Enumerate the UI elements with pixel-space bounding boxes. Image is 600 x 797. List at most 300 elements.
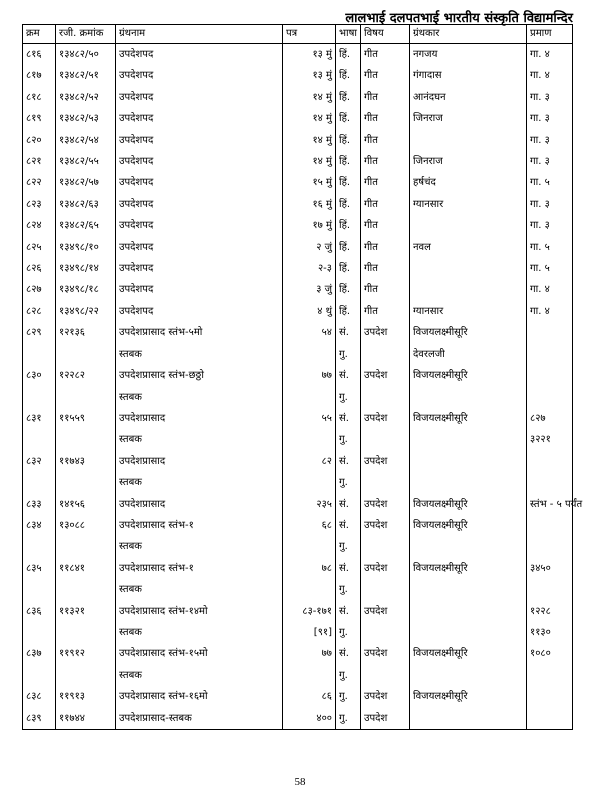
cell-author: नवल	[410, 237, 527, 258]
table-row	[23, 387, 573, 408]
cell-extent	[527, 536, 573, 557]
cell-reg-no: १२२८२	[56, 365, 116, 386]
table-row	[23, 172, 573, 193]
table-row	[23, 558, 573, 579]
cell-extent: गा. ४	[527, 65, 573, 86]
cell-reg-no: १३४८२/६३	[56, 194, 116, 215]
cell-language: सं.	[336, 322, 361, 343]
cell-subject: गीत	[361, 258, 410, 279]
cell-folio	[283, 429, 336, 450]
cell-reg-no: १४१५६	[56, 494, 116, 515]
cell-author: ग्यानसार	[410, 301, 527, 322]
table-row	[23, 258, 573, 279]
cell-folio: १४ मुं	[283, 130, 336, 151]
cell-serial-no	[23, 387, 56, 408]
cell-subject: उपदेश	[361, 365, 410, 386]
cell-reg-no: १३०८८	[56, 515, 116, 536]
cell-serial-no	[23, 344, 56, 365]
cell-reg-no	[56, 579, 116, 600]
cell-title: उपदेशपद	[116, 130, 283, 151]
cell-folio: १७ मुं	[283, 215, 336, 236]
cell-language: हिं.	[336, 44, 361, 66]
table-row	[23, 279, 573, 300]
cell-reg-no: १३४८२/५३	[56, 108, 116, 129]
table-row	[23, 87, 573, 108]
column-header-title: ग्रंथनाम	[116, 25, 283, 44]
cell-reg-no: १३४८२/५४	[56, 130, 116, 151]
table-row	[23, 451, 573, 472]
cell-title: स्तबक	[116, 536, 283, 557]
cell-reg-no: १३४९८/१०	[56, 237, 116, 258]
cell-language: सं.	[336, 558, 361, 579]
cell-reg-no: १३४८२/५०	[56, 44, 116, 66]
table-header-row	[23, 25, 573, 44]
table-row	[23, 108, 573, 129]
cell-author: विजयलक्ष्मीसूरि	[410, 408, 527, 429]
cell-subject: उपदेश	[361, 686, 410, 707]
cell-reg-no: १३४८२/५५	[56, 151, 116, 172]
cell-subject: उपदेश	[361, 322, 410, 343]
cell-folio: ४ थुं	[283, 301, 336, 322]
cell-serial-no: ८२४	[23, 215, 56, 236]
cell-extent: ११३०	[527, 622, 573, 643]
cell-author	[410, 258, 527, 279]
cell-subject: गीत	[361, 279, 410, 300]
cell-reg-no	[56, 387, 116, 408]
cell-extent: गा. ५	[527, 258, 573, 279]
cell-language: सं.	[336, 408, 361, 429]
cell-extent: स्तंभ - ५ पर्यंत	[527, 494, 573, 515]
cell-title: उपदेशप्रासाद स्तंभ-५मो	[116, 322, 283, 343]
cell-title: स्तबक	[116, 344, 283, 365]
cell-language: गु.	[336, 686, 361, 707]
cell-language: हिं.	[336, 108, 361, 129]
column-header-subject: विषय	[361, 25, 410, 44]
column-header-serial-no: क्रम	[23, 25, 56, 44]
cell-author	[410, 601, 527, 622]
cell-subject: गीत	[361, 44, 410, 66]
cell-language: हिं.	[336, 172, 361, 193]
cell-author	[410, 536, 527, 557]
cell-serial-no	[23, 472, 56, 493]
cell-folio: २ जुं	[283, 237, 336, 258]
cell-subject: गीत	[361, 172, 410, 193]
cell-reg-no: १३४८२/५१	[56, 65, 116, 86]
cell-subject: गीत	[361, 65, 410, 86]
cell-extent: गा. ३	[527, 87, 573, 108]
cell-language: सं.	[336, 451, 361, 472]
cell-title: स्तबक	[116, 429, 283, 450]
cell-folio: १४ मुं	[283, 87, 336, 108]
cell-extent: गा. ४	[527, 44, 573, 66]
cell-folio: [९१]	[283, 622, 336, 643]
cell-language: हिं.	[336, 301, 361, 322]
cell-subject	[361, 387, 410, 408]
cell-folio	[283, 665, 336, 686]
cell-title: उपदेशपद	[116, 279, 283, 300]
cell-reg-no	[56, 344, 116, 365]
cell-serial-no: ८३३	[23, 494, 56, 515]
cell-author: विजयलक्ष्मीसूरि	[410, 686, 527, 707]
cell-language: गु.	[336, 665, 361, 686]
cell-extent	[527, 472, 573, 493]
table-row	[23, 344, 573, 365]
cell-language: हिं.	[336, 87, 361, 108]
cell-author	[410, 279, 527, 300]
cell-author	[410, 387, 527, 408]
cell-extent	[527, 708, 573, 730]
cell-subject	[361, 472, 410, 493]
cell-extent: ८२७	[527, 408, 573, 429]
cell-title: उपदेशपद	[116, 65, 283, 86]
cell-language: गु.	[336, 579, 361, 600]
cell-reg-no: ११७४३	[56, 451, 116, 472]
table-row	[23, 130, 573, 151]
cell-serial-no: ८२८	[23, 301, 56, 322]
cell-title: उपदेशपद	[116, 87, 283, 108]
cell-subject: गीत	[361, 237, 410, 258]
cell-subject: उपदेश	[361, 708, 410, 730]
cell-language: हिं.	[336, 279, 361, 300]
cell-subject	[361, 536, 410, 557]
cell-author: विजयलक्ष्मीसूरि	[410, 494, 527, 515]
cell-title: उपदेशप्रासाद	[116, 408, 283, 429]
cell-serial-no: ८३१	[23, 408, 56, 429]
cell-folio: १६ मुं	[283, 194, 336, 215]
cell-language: गु.	[336, 344, 361, 365]
cell-serial-no	[23, 622, 56, 643]
cell-title: उपदेशप्रासाद	[116, 451, 283, 472]
cell-extent: १०८०	[527, 643, 573, 664]
cell-folio	[283, 472, 336, 493]
cell-serial-no: ८२०	[23, 130, 56, 151]
cell-subject: गीत	[361, 130, 410, 151]
table-row	[23, 665, 573, 686]
cell-extent	[527, 579, 573, 600]
cell-subject	[361, 579, 410, 600]
cell-reg-no: ११८४१	[56, 558, 116, 579]
cell-serial-no: ८१६	[23, 44, 56, 66]
cell-author: जिनराज	[410, 151, 527, 172]
cell-author: विजयलक्ष्मीसूरि	[410, 558, 527, 579]
cell-serial-no	[23, 665, 56, 686]
cell-folio: ७७	[283, 643, 336, 664]
page-header-title: लालभाई दलपतभाई भारतीय संस्कृति विद्यामन्दिर	[345, 11, 573, 26]
cell-serial-no: ८२२	[23, 172, 56, 193]
cell-title: उपदेशपद	[116, 44, 283, 66]
column-header-extent: प्रमाण	[527, 25, 573, 44]
cell-title: उपदेशपद	[116, 301, 283, 322]
cell-title: उपदेशप्रासाद स्तंभ-१६मो	[116, 686, 283, 707]
cell-folio: १३ मुं	[283, 44, 336, 66]
cell-extent	[527, 686, 573, 707]
cell-serial-no	[23, 429, 56, 450]
cell-subject: उपदेश	[361, 558, 410, 579]
cell-author	[410, 622, 527, 643]
cell-serial-no: ८३२	[23, 451, 56, 472]
cell-serial-no: ८३६	[23, 601, 56, 622]
cell-folio: ६८	[283, 515, 336, 536]
cell-folio	[283, 536, 336, 557]
table-row	[23, 65, 573, 86]
cell-extent: ३२२१	[527, 429, 573, 450]
cell-language: हिं.	[336, 194, 361, 215]
cell-extent: १२२८	[527, 601, 573, 622]
cell-reg-no: ११५५९	[56, 408, 116, 429]
table-row	[23, 536, 573, 557]
cell-language: सं.	[336, 515, 361, 536]
cell-reg-no	[56, 536, 116, 557]
cell-title: उपदेशप्रासाद-स्तबक	[116, 708, 283, 730]
cell-folio: ३ जुं	[283, 279, 336, 300]
cell-subject	[361, 622, 410, 643]
cell-extent: ३४५०	[527, 558, 573, 579]
column-header-reg-no: रजी. क्रमांक	[56, 25, 116, 44]
cell-language: गु.	[336, 387, 361, 408]
cell-title: स्तबक	[116, 622, 283, 643]
cell-title: स्तबक	[116, 665, 283, 686]
cell-reg-no	[56, 665, 116, 686]
cell-reg-no	[56, 429, 116, 450]
table-row	[23, 194, 573, 215]
cell-serial-no: ८३७	[23, 643, 56, 664]
cell-author	[410, 472, 527, 493]
table-body	[23, 44, 583, 730]
table-row	[23, 579, 573, 600]
cell-extent: गा. ५	[527, 172, 573, 193]
table-row	[23, 215, 573, 236]
cell-title: स्तबक	[116, 387, 283, 408]
cell-author	[410, 429, 527, 450]
cell-serial-no: ८३८	[23, 686, 56, 707]
cell-reg-no: ११९१२	[56, 643, 116, 664]
cell-reg-no: ११७४४	[56, 708, 116, 730]
cell-author: गंगादास	[410, 65, 527, 86]
cell-extent: गा. ४	[527, 301, 573, 322]
cell-title: उपदेशप्रासाद स्तंभ-१	[116, 515, 283, 536]
cell-title: उपदेशपद	[116, 151, 283, 172]
table-row	[23, 44, 573, 66]
cell-serial-no: ८१८	[23, 87, 56, 108]
cell-folio: ८६	[283, 686, 336, 707]
cell-extent	[527, 665, 573, 686]
cell-author: हर्षचंद	[410, 172, 527, 193]
cell-language: सं.	[336, 494, 361, 515]
cell-language: हिं.	[336, 258, 361, 279]
cell-extent: गा. ३	[527, 151, 573, 172]
cell-reg-no: १३४९८/१४	[56, 258, 116, 279]
cell-reg-no: ११९१३	[56, 686, 116, 707]
cell-author	[410, 130, 527, 151]
cell-title: उपदेशप्रासाद स्तंभ-१४मो	[116, 601, 283, 622]
cell-folio: १४ मुं	[283, 151, 336, 172]
cell-language: गु.	[336, 472, 361, 493]
table-row	[23, 408, 573, 429]
column-header-language: भाषा	[336, 25, 361, 44]
cell-subject	[361, 665, 410, 686]
cell-title: उपदेशपद	[116, 108, 283, 129]
cell-subject: गीत	[361, 215, 410, 236]
cell-language: गु.	[336, 536, 361, 557]
cell-language: गु.	[336, 708, 361, 730]
column-header-author: ग्रंथकार	[410, 25, 527, 44]
cell-subject: उपदेश	[361, 601, 410, 622]
cell-reg-no	[56, 622, 116, 643]
cell-subject: गीत	[361, 108, 410, 129]
cell-title: उपदेशप्रासाद	[116, 494, 283, 515]
cell-serial-no: ८३९	[23, 708, 56, 730]
cell-subject: गीत	[361, 87, 410, 108]
cell-title: उपदेशप्रासाद स्तंभ-छठ्ठो	[116, 365, 283, 386]
cell-subject: उपदेश	[361, 451, 410, 472]
cell-extent: गा. ३	[527, 130, 573, 151]
cell-language: सं.	[336, 601, 361, 622]
cell-folio	[283, 387, 336, 408]
cell-subject: गीत	[361, 151, 410, 172]
page-number: 58	[294, 776, 306, 788]
cell-serial-no: ८२१	[23, 151, 56, 172]
cell-folio: ५४	[283, 322, 336, 343]
cell-serial-no: ८२५	[23, 237, 56, 258]
cell-language: गु.	[336, 622, 361, 643]
cell-serial-no	[23, 579, 56, 600]
cell-subject: गीत	[361, 194, 410, 215]
table-row	[23, 301, 573, 322]
cell-title: स्तबक	[116, 472, 283, 493]
cell-language: हिं.	[336, 65, 361, 86]
cell-subject	[361, 344, 410, 365]
cell-author	[410, 708, 527, 730]
cell-extent	[527, 365, 573, 386]
cell-subject: उपदेश	[361, 494, 410, 515]
cell-language: सं.	[336, 643, 361, 664]
cell-folio: १४ मुं	[283, 108, 336, 129]
cell-author: विजयलक्ष्मीसूरि	[410, 365, 527, 386]
catalog-table	[22, 24, 583, 730]
table-row	[23, 472, 573, 493]
cell-subject: उपदेश	[361, 643, 410, 664]
table-row	[23, 494, 573, 515]
cell-subject: गीत	[361, 301, 410, 322]
cell-language: हिं.	[336, 237, 361, 258]
cell-serial-no: ८१९	[23, 108, 56, 129]
cell-serial-no	[23, 536, 56, 557]
cell-author	[410, 215, 527, 236]
cell-author	[410, 579, 527, 600]
cell-author	[410, 451, 527, 472]
table-row	[23, 686, 573, 707]
cell-subject	[361, 429, 410, 450]
cell-author: जिनराज	[410, 108, 527, 129]
cell-author: आनंदघन	[410, 87, 527, 108]
cell-reg-no: १३४८२/५७	[56, 172, 116, 193]
cell-folio: ७७	[283, 365, 336, 386]
cell-language: गु.	[336, 429, 361, 450]
cell-author: विजयलक्ष्मीसूरि	[410, 322, 527, 343]
cell-serial-no: ८३५	[23, 558, 56, 579]
cell-folio: ८३-१७१	[283, 601, 336, 622]
cell-title: उपदेशपद	[116, 258, 283, 279]
table-row	[23, 515, 573, 536]
cell-title: उपदेशपद	[116, 172, 283, 193]
cell-extent: गा. ४	[527, 279, 573, 300]
cell-extent: गा. ३	[527, 194, 573, 215]
cell-reg-no: १३४८२/६५	[56, 215, 116, 236]
cell-folio: २३५	[283, 494, 336, 515]
cell-folio: ४००	[283, 708, 336, 730]
cell-author: नगजय	[410, 44, 527, 66]
cell-serial-no: ८३०	[23, 365, 56, 386]
cell-subject: उपदेश	[361, 515, 410, 536]
cell-extent: गा. ५	[527, 237, 573, 258]
cell-extent: गा. ३	[527, 108, 573, 129]
cell-extent: गा. ३	[527, 215, 573, 236]
cell-language: सं.	[336, 365, 361, 386]
cell-serial-no: ८२६	[23, 258, 56, 279]
cell-folio: ५५	[283, 408, 336, 429]
table-row	[23, 322, 573, 343]
table-row	[23, 622, 573, 643]
cell-folio: ८२	[283, 451, 336, 472]
cell-extent	[527, 451, 573, 472]
cell-author: विजयलक्ष्मीसूरि	[410, 643, 527, 664]
column-header-folio: पत्र	[283, 25, 336, 44]
cell-title: उपदेशपद	[116, 237, 283, 258]
cell-author: देवरलजी	[410, 344, 527, 365]
cell-title: उपदेशपद	[116, 215, 283, 236]
table-row	[23, 643, 573, 664]
cell-language: हिं.	[336, 151, 361, 172]
cell-folio: २-३	[283, 258, 336, 279]
cell-folio: ७८	[283, 558, 336, 579]
cell-extent	[527, 515, 573, 536]
cell-extent	[527, 344, 573, 365]
cell-folio	[283, 344, 336, 365]
table-row	[23, 429, 573, 450]
cell-title: उपदेशप्रासाद स्तंभ-१५मो	[116, 643, 283, 664]
cell-reg-no: १२१३६	[56, 322, 116, 343]
table-row	[23, 708, 573, 730]
cell-language: हिं.	[336, 130, 361, 151]
cell-reg-no: १३४९८/१८	[56, 279, 116, 300]
cell-reg-no: १३४८२/५२	[56, 87, 116, 108]
cell-language: हिं.	[336, 215, 361, 236]
cell-title: उपदेशप्रासाद स्तंभ-१	[116, 558, 283, 579]
cell-extent	[527, 322, 573, 343]
cell-subject: उपदेश	[361, 408, 410, 429]
cell-author	[410, 665, 527, 686]
cell-serial-no: ८३४	[23, 515, 56, 536]
cell-reg-no: ११३२१	[56, 601, 116, 622]
table-row	[23, 151, 573, 172]
cell-reg-no	[56, 472, 116, 493]
cell-folio	[283, 579, 336, 600]
cell-reg-no: १३४९८/२२	[56, 301, 116, 322]
cell-author: ग्यानसार	[410, 194, 527, 215]
cell-title: उपदेशपद	[116, 194, 283, 215]
table-row	[23, 365, 573, 386]
cell-extent	[527, 387, 573, 408]
table-row	[23, 601, 573, 622]
cell-serial-no: ८१७	[23, 65, 56, 86]
cell-folio: १५ मुं	[283, 172, 336, 193]
cell-serial-no: ८२७	[23, 279, 56, 300]
cell-serial-no: ८२३	[23, 194, 56, 215]
table-row	[23, 237, 573, 258]
cell-folio: १३ मुं	[283, 65, 336, 86]
cell-title: स्तबक	[116, 579, 283, 600]
cell-author: विजयलक्ष्मीसूरि	[410, 515, 527, 536]
